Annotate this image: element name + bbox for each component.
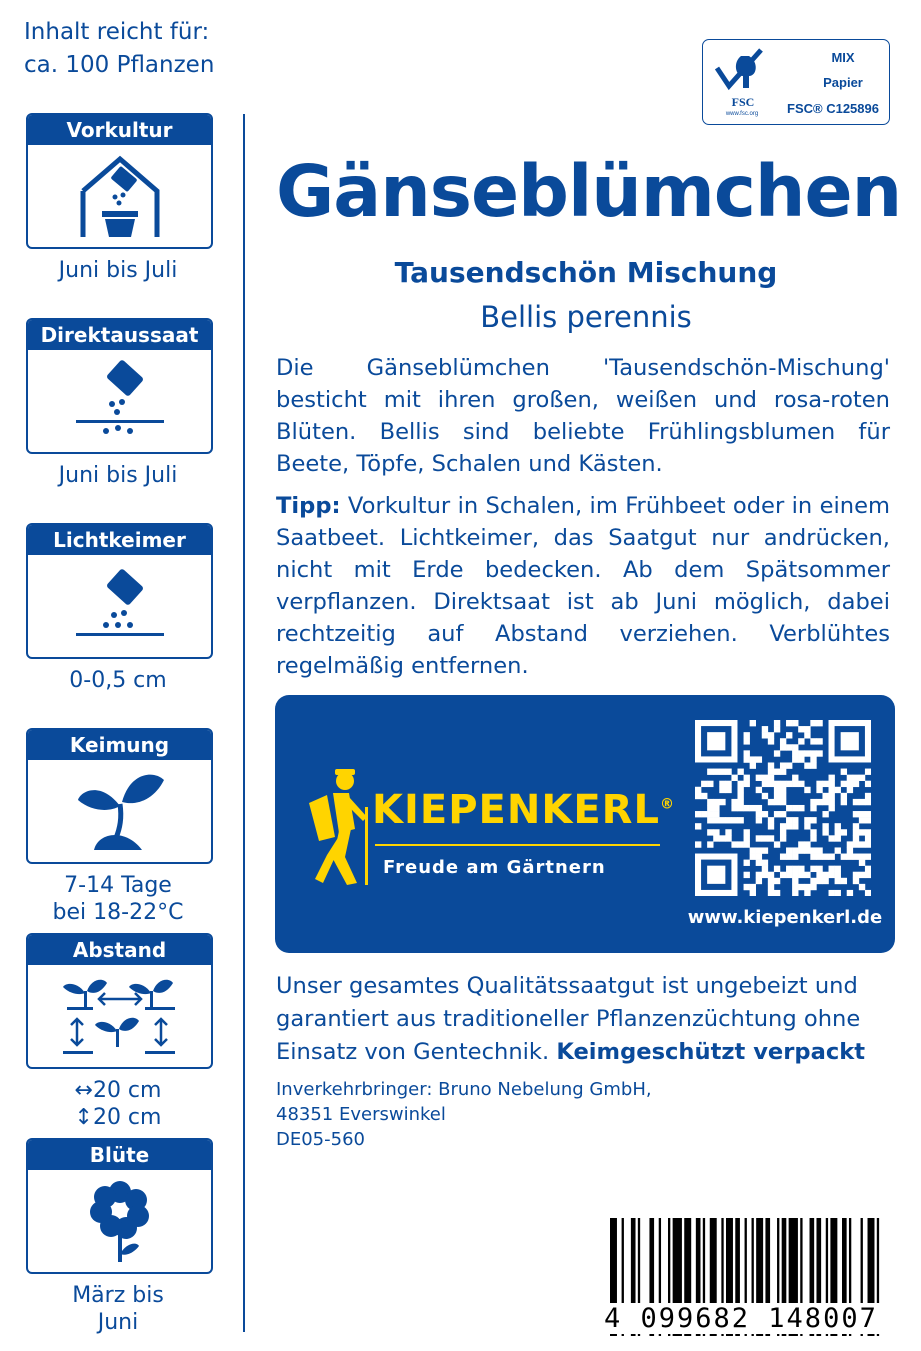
card-value-abstand <box>10 1077 226 1131</box>
distributor-info <box>276 1077 890 1152</box>
product-tip <box>276 490 890 682</box>
brand-slogan: Freude am Gärtnern <box>383 857 606 878</box>
light-germinator-icon <box>70 561 170 651</box>
card-title: Abstand <box>28 935 211 965</box>
quality-statement <box>276 970 890 1069</box>
card-value-line-1: 7-14 Tage <box>64 873 172 898</box>
distributor-line-2: 48351 Everswinkel <box>276 1104 446 1125</box>
hiker-logo-icon <box>305 767 375 887</box>
barcode-number: 4 099682 148007 <box>604 1303 886 1334</box>
card-value-direktaussaat: Juni bis Juli <box>58 463 178 488</box>
brand-url[interactable]: www.kiepenkerl.de <box>687 907 883 928</box>
card-keimung <box>26 728 213 864</box>
card-bluete <box>26 1138 213 1274</box>
quality-text: Unser gesamtes Qualitätssaatgut ist ungebeizt und garantiert aus traditioneller Pflanzenzüchtung ohne Einsatz von Gentechnik. <box>276 973 861 1065</box>
card-title: Blüte <box>28 1140 211 1170</box>
greenhouse-sowing-icon <box>75 151 165 241</box>
card-abstand <box>26 933 213 1069</box>
brand-name: KIEPENKERL® <box>372 787 675 833</box>
tip-text: Vorkultur in Schalen, im Frühbeet oder in einem Saatbeet. Lichtkeimer, das Saatgut nur andrücken, nicht mit Erde bedecken. Ab dem Spätsommer verpflanzen. Direktsaat ist ab Juni möglich, dabei rechtzeitig auf Abstand verziehen. Verblühtes regelmäßig entfernen. <box>276 493 890 679</box>
card-title: Lichtkeimer <box>28 525 211 555</box>
distributor-line-3: DE05-560 <box>276 1129 365 1150</box>
fsc-code: FSC® C125896 <box>787 101 879 116</box>
product-description: Die Gänseblümchen 'Tausendschön-Mischung' besticht mit ihren großen, weißen und rosa-roten Blüten. Bellis sind beliebte Frühlingsblumen für Beete, Töpfe, Schalen und Kästen. <box>276 355 890 477</box>
contents-info <box>24 16 244 82</box>
fsc-mix: MIX <box>831 50 855 65</box>
tip-label: Tipp: <box>276 493 341 519</box>
spacing-icon <box>55 971 185 1061</box>
fsc-url: www.fsc.org <box>725 111 759 117</box>
card-direktaussaat <box>26 318 213 454</box>
fsc-tree-checkmark-icon <box>713 46 769 94</box>
card-title: Vorkultur <box>28 115 211 145</box>
fsc-logo-text: FSC <box>731 95 755 109</box>
card-lichtkeimer <box>26 523 213 659</box>
card-value-line-2: bei 18-22°C <box>52 900 184 925</box>
quality-bold: Keimgeschützt verpackt <box>556 1039 866 1065</box>
product-variety: Tausendschön Mischung <box>394 256 778 289</box>
distributor-line-1: Inverkehrbringer: Bruno Nebelung GmbH, <box>276 1079 652 1100</box>
card-title: Direktaussaat <box>28 320 211 350</box>
contents-line-2: ca. 100 Pflanzen <box>24 52 215 78</box>
card-value-line-2: Juni <box>97 1310 139 1335</box>
contents-line-1: Inhalt reicht für: <box>24 19 210 45</box>
card-title: Keimung <box>28 730 211 760</box>
card-value-bluete <box>10 1282 226 1336</box>
brand-underline <box>375 844 660 846</box>
fsc-papier: Papier <box>823 75 863 90</box>
fsc-label <box>702 39 890 125</box>
card-value-line-2: ↕20 cm <box>74 1105 162 1130</box>
card-value-lichtkeimer: 0-0,5 cm <box>69 668 167 693</box>
direct-sowing-icon <box>70 356 170 446</box>
brand-banner <box>275 695 895 953</box>
qr-code[interactable] <box>695 720 871 896</box>
card-value-line-1: März bis <box>72 1283 164 1308</box>
card-value-keimung <box>10 872 226 926</box>
seedling-icon <box>70 766 170 856</box>
card-vorkultur <box>26 113 213 249</box>
column-divider <box>243 114 245 1332</box>
card-value-line-1: ↔20 cm <box>74 1078 162 1103</box>
product-latin-name: Bellis perennis <box>480 300 692 334</box>
card-value-vorkultur: Juni bis Juli <box>58 258 178 283</box>
product-title: Gänseblümchen <box>276 150 902 233</box>
flower-icon <box>75 1176 165 1266</box>
